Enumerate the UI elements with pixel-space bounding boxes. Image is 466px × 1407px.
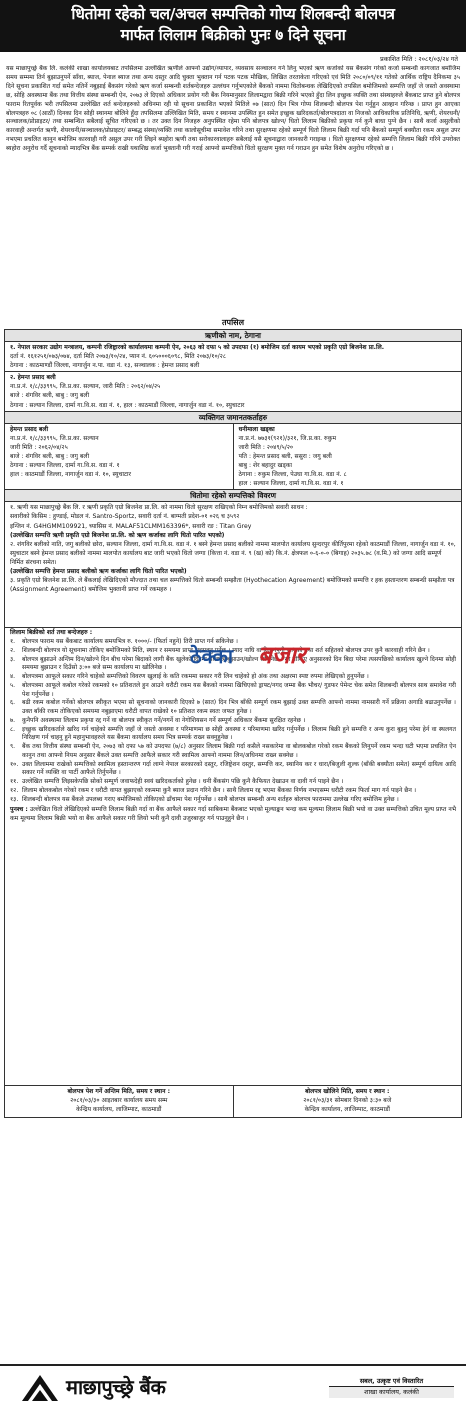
guarantor-right-l5: ठेगाना : रुकुम जिल्ला, पेउघा गा.वि.स. वडा नं. ८ bbox=[238, 471, 347, 479]
watermark bbox=[190, 636, 335, 670]
term-number: ३. bbox=[10, 655, 16, 663]
guarantor-left bbox=[5, 424, 234, 490]
collateral-p2: २. शंगविर बलीको नाति, जगु बलीको छोरा, सल्यान जिल्ला, दार्मा गा.वि.स. वडा नं. १ बस्ने हेमन्त प्रसाद बलीको नाममा मालपोत कार्यालय सुन्दरपुर कीर्तिपुरमा रहेको काठमाडौं जिल्ला, नागार्जुन वडा नं. १०, स्युचाटार बस्ने हेमन्त प्रसाद बलीको नाममा मालपोत कार्यालय बाट जारी भएको धितो जग्गा (कित्ता नं. वडा नं. ९ (ख) को) कि.नं. क्षेत्रफल ०-६-०-० (बिगाह) २०३५.७८ (व.मि.) को जग्गा आदि सम्पूर्ण निर्मित संरचना समेत। bbox=[10, 540, 456, 566]
bank-name: माछापुच्छ्रे बैंक bbox=[66, 1375, 166, 1399]
guarantor-right-l2: जारी मिति : २०४९/५/२० bbox=[238, 443, 294, 451]
collateral-p1-note: (उल्लेखित सम्पत्ति ऋणी प्रकृति एग्रो बिजनेश प्रा.लि. को ऋण कर्जाका लागि धितो पारित भएको) bbox=[10, 531, 225, 539]
term-item bbox=[10, 682, 456, 700]
term-number: १२. bbox=[10, 786, 19, 794]
borrower-item-1-head: १. नेपाल सरकार उद्योग मन्त्रालय, कम्पनी रजिष्ट्रारको कार्यालयमा कम्पनी ऐन, २०६३ को दफा ५ को उपदफा (१) बमोजिम दर्ता कायम भएको प्रकृति एग्रो बिजनेश प्रा.लि. bbox=[10, 344, 385, 351]
notice-header bbox=[0, 0, 466, 52]
term-text: उल्लेखित सम्पत्ति लिइसकेपछि सोको सम्पूर्ण जवाफदेही स्वयं खरिदकर्ताको हुनेछ । धनी बैंकसंग पछि कुनै कैफियत देखाउन वा दावी गर्न पाइने छैन । bbox=[22, 778, 344, 786]
terms-repeat-text: उल्लेखित धितो लेखिदिएको सम्पत्ति लिलाम बिक्री गर्दा वा बैंक आफैले सकार गर्दा साबिकमा बैंकबाट भएको मूल्याङ्कन भन्दा कम मूल्यमा लिलाम बिक्री भयो वा उक्त सम्पत्तिको उचित मूल्य प्राप्त नभै कम मूल्यमा लिलाम बिक्री भयो वा बैंक आफैले सकार गरी लियो भनी कुनै दावी उजुरबाजुर गर्न पाउनुहुने छैन । bbox=[10, 806, 456, 823]
guarantor-left-l1: ना.प्र.नं. १/८/३३९९५, जि.प्र.का. सल्यान bbox=[10, 434, 99, 442]
term-text: बोलपत्रमा आफूले सकार गरिने चाहेको सम्पत्तिको विवरण खुलाई के कति रकममा सकार गरी लिन चाहेको हो अंक तथा अक्षरमा स्पष्ट रुपमा लेखिएको हुनुपर्नेछ । bbox=[22, 673, 369, 681]
term-item bbox=[10, 761, 456, 779]
collateral-p1-line-3: इन्जिन नं. G4HGMM109921, च्यासिस नं. MALAF51CLMM163396*, सवारी रङ : Titan Grey bbox=[10, 522, 252, 530]
collateral-band: धितोमा रहेको सम्पत्तिको विवरण bbox=[5, 489, 461, 502]
term-item bbox=[10, 787, 456, 796]
term-number: ६. bbox=[10, 699, 16, 707]
collateral-details bbox=[5, 502, 461, 627]
guarantor-left-l5: हाल : काठमाडौं जिल्ला, नागार्जुन वडा नं. १०, स्युचाटार bbox=[10, 471, 132, 479]
guarantor-band: व्यक्तिगत जमानतकर्ताहरु bbox=[5, 411, 461, 424]
intro-paragraph: यस माछापुच्छ्रे बैंक लि. कलंकी शाखा कार्यालयबाट तपसिलमा उल्लेखित ऋणीले आफ्नो उद्योग/व्यापार, व्यवसाय सञ्चालन गर्न लिनु भएको ऋण कर्जाको यस बैंकसंग गरेको कर्जा सम्बन्धी कागजात बमोजिम समय सम्ममा तिर्न बुझाउनुपर्ने साँवा, ब्याज, पेनाल ब्याज तथा अन्य दस्तुर आदि चुक्ता भुक्तान गर्न पटक पटक मौखिक, लिखित तरताकेता गरिएको एवं मिति २०८०/०९/११ गतेको आर्थिक राष्ट्रिय दैनिकमा ३५ दिने सूचना प्रकाशित गर्दा समेत नतिर्ने नबुझाई बैंकसंग गरेको ऋण कर्जा सम्बन्धी शर्तबन्देजहरु उल्लंघन गर्नुभएकोले बैंकको नाममा धितोबन्धक लेखिदिएको तपसिल बमोजिमको सम्पत्ति जहाँ जे जस्तो अवस्थामा छ, सोहि अवस्थामा बैंक तथा वित्तीय संस्था सम्बन्धी ऐन, २०७३ ले दिएको अधिकार प्रयोग गरी बैंक नियमानुसार लिलामद्वारा बिक्री गरिने भएको हुँदा लिन इच्छुक व्यक्ति तथा संस्थाहरुले बैंकबाट प्राप्त हुने बोलपत्र फाराम रितपूर्वक भरी तपसिलमा उल्लेखित शर्त बन्देजहरुको अधिनमा रही यो सूचना प्रकाशित भएको मितिले ०७ (सात) दिन भित्र गोप्य शिलबन्दी बोलपत्र पेश गर्नुहुन आव्हान गरिन्छ । प्राप्त हुन आएका बोलपत्रहरु ०८ (आठौं) दिनका दिन सोही स्थानमा बोलिने हुँदा तपसिलमा उल्लिखित मिति, समय र स्थानमा उपस्थित हुन समेत इच्छुक खरिदकर्ता/बोलपत्रदाता वा निजको आधिकारिक प्रतिनिधि, ऋणी, शेयरधनी/सञ्चालक/प्रोप्राइटर/ तथा सम्बन्धित सबैलाई सूचित गरिएको छ । तर उक्त दिन निजहरु अनुपस्थित रहेमा पनि बोलपत्र खोल्न/ धितो लिलाम बिक्रीको प्रकृया गर्न कुनै बाधा पुग्ने छैन । साथै कर्जा असुलीको कारवाही अन्तर्गत ऋणी, शेयरधनी/सञ्चालक/प्रोप्राइटर/ सम्बद्ध संस्था/व्यक्ति तथा कालोसूचीमा समावेश गरिने तथा सुरक्षणमा रहेको सम्पूर्ण धितो लिलाम बिक्री गर्दा पनि बैंकको सम्पूर्ण बक्यौता रकम असुल उपर नभएमा प्रचलित कानुन बमोजिम कारवाही गरी असुल उपर गरी लिइने ब्यहोरा ऋणी तथा सरोकारवालाहरु सबैलाई यसै सूचनाद्वारा जानकारी गराइन्छ । धितो सुरक्षणमा रहेको सम्पत्ति लिलाम बिक्री गरिने उपरोक्त ब्यहोरा अनुरोध गर्दै सूचनाको म्यादभित्र बैंक सम्पर्क राखी यथाशिघ्र कर्जा भुक्तानी गरी गराई आफ्नो सम्पत्तिको धितो सुरक्षण मुक्त गर्न गराउन हुन समेत विशेष अनुरोध गरिएको छ । bbox=[6, 65, 460, 153]
header-line-1: धितोमा रहेको चल/अचल सम्पत्तिको गोप्य शिलबन्दी बोलपत्र bbox=[71, 5, 395, 23]
term-text: इच्छुक खरिदकर्ताले खरिद गर्न चाहेको सम्पत्ति जहाँ जे जस्तो अवस्था र परिमाणमा छ सोही अवस्था र परिमाणमा खरिद गर्नुपर्नेछ । लिलाम बिक्री हुने सम्पत्ति र अन्य कुरा बुझ्नु परेमा हेर्न वा स्थलगत निरिक्षण गर्न चाहनु हुने महानुभावहरुले यस बैंकमा कार्यालय समय भित्र सम्पर्क राख्न सक्नुहुनेछ । bbox=[22, 725, 456, 742]
term-number: ८. bbox=[10, 725, 16, 733]
term-text: कुनैपनि अवस्थामा लिलाम प्रकृया रद्द गर्ने वा बोलपत्र स्वीकृत गर्ने/नगर्ने वा नेगोशियसन गर्ने सम्पूर्ण अधिकार बैंकमा सुरक्षित रहनेछ । bbox=[22, 716, 306, 724]
terms-title: लिलाम बिक्रीको शर्त तथा बन्देजहरु : bbox=[10, 629, 93, 637]
opening-schedule bbox=[234, 1086, 462, 1116]
opening-date: २०८१/०३/३१ सोमबार दिनको ३:३० बजे bbox=[303, 1097, 392, 1105]
guarantor-left-l2: जारी मिति : २०६२/०४/२५ bbox=[10, 443, 68, 451]
publish-date: प्रकाशित मिति : २०८१/०३/२४ गते bbox=[380, 56, 458, 63]
borrower-item-2-line-1: ना.प्र.नं. १/८/३३९९५, जि.प्र.का. सल्यान, जारी मिति : २०६२/०४/२५ bbox=[10, 383, 161, 391]
opening-title: बोलपत्र खोलिने मिति, समय र स्थान : bbox=[305, 1088, 390, 1096]
term-text: शिलबन्दी बोलपत्र यस बैंकले उपलब्ध गराए बमोजिमको तोकिएको ढाँचामा पेश गर्नुपर्नेछ । साथै बोलपत्र सम्बन्धी अन्य शर्तहरु बोलपत्र फाराममा उल्लेख गरिए बमोजिम हुनेछ । bbox=[22, 795, 399, 803]
term-text: बोलपत्र फाराम यस बैंकबाट कार्यालय समयभित्र रु. १०००/- (फिर्ता नहुने) तिरी प्राप्त गर्न सकिनेछ । bbox=[22, 638, 238, 646]
term-item bbox=[10, 726, 456, 744]
guarantor-left-l3: बाजे : शंगविर बली, बाबु : जगु बली bbox=[10, 452, 90, 460]
term-number: १०. bbox=[10, 760, 19, 768]
term-number: ७. bbox=[10, 716, 16, 724]
schedule-row bbox=[4, 1086, 462, 1117]
guarantor-right-l1: ना.प्र.नं. ७७३१(९२१)/३२१, जि.प्र.का. रुकुम bbox=[238, 434, 336, 442]
term-number: ९. bbox=[10, 743, 16, 751]
term-text: शिलबन्दी बोलपत्र यो सूचनामा तोकिए बमोजिमको मिति, स्थान र समयमा प्राप्त भइसक्नु पर्नेछ । म्याद नाघि वा रित नपुगी आएको तथा शर्त सहितको बोलपत्र उपर कुनै कारवाही गरिने छैन । bbox=[22, 646, 430, 654]
guarantor-right bbox=[234, 424, 462, 490]
guarantor-right-name: धनीमाला खड्का bbox=[238, 425, 275, 433]
term-item bbox=[10, 743, 456, 761]
bank-tagline: सबल, उत्कृष्ट एवं विस्तारित bbox=[329, 1376, 454, 1387]
term-item bbox=[10, 717, 456, 726]
collateral-p3: ३. प्रकृति एग्रो बिजनेश प्रा.लि. ले बैंकलाई लेखिदिएको मौज्दात तथा चल सम्पत्तिको धितो सम्बन्धी सम्झौता (Hyothecation Agreement) बमोजिमको सम्पत्ति र हक हस्तान्तरण सम्बन्धी सम्झौता पत्र (Assignment Agreement) बमोजिम भुक्तानी प्राप्त गर्ने रकमहरु । bbox=[10, 577, 455, 594]
submission-place: केन्द्रिय कार्यालय, लाजिम्पाट, काठमाडौं bbox=[76, 1105, 162, 1113]
collateral-p1: १. ऋणी यस माछापुच्छ्रे बैंक लि. र ऋणी प्रकृति एग्रो बिजनेश प्रा.लि. को नाममा धितो सुरक्षण राखिएको निम्न बमोजिमको सवारी साधन : bbox=[10, 504, 308, 512]
term-text: बैंक तथा वित्तीय संस्था सम्बन्धी ऐन, २०७३ को दफा ५७ को उपदफा (७/८) अनुसार लिलाम बिक्री गर्दा कसैले नसकारेमा वा बोलकबोल गरेको रकम बैंकको लिनुपर्ने रकम भन्दा घटी भएमा प्रचलित ऐन कानुन तथा आफ्नो नियम अनुसार बैंकले उक्त सम्पत्ति आफैले सकार गरी स्वामित्व आफ्नो नाममा लिन/अधिनमा राख्न सक्नेछ । bbox=[22, 743, 456, 759]
tapasil-title: तपसिल bbox=[221, 318, 244, 327]
term-text: लिलाम बोलकबोल गरेको रकम र धरौटी वापत बुझाएको रकममा कुनै ब्याज प्रदान गरिने छैन । साथै लिलाम रद्द भएमा बैंकका निर्णय नभएसम्म धरौटी रकम फिर्ता माग गर्न पाइने छैन । bbox=[22, 786, 417, 794]
guarantor-right-l4: बाबु : शेर बहादुर खड्का bbox=[238, 462, 292, 470]
borrower-item-2-line-2: बाजे : शंगविर बली, बाबु : जगु बली bbox=[10, 392, 90, 400]
guarantor-left-name: हेमन्त प्रसाद बली bbox=[10, 425, 49, 433]
term-number: १. bbox=[10, 638, 16, 646]
terms-repeat bbox=[10, 806, 456, 824]
term-number: ४. bbox=[10, 673, 16, 681]
submission-title: बोलपत्र पेश गर्ने अन्तिम मिति, समय र स्थान : bbox=[67, 1088, 171, 1096]
collateral-p2-note: (उल्लेखित सम्पत्ति हेमन्त प्रसाद बलीको ऋण कर्जाका लागि धितो पारित भएको) bbox=[10, 567, 187, 575]
borrower-item-2 bbox=[5, 371, 461, 410]
term-text: बढी रकम कबोल गर्नेको बोलपत्र स्वीकृत भएमा सो सूचनाको जानकारी दिएको ७ (सात) दिन भित्र बाँकी सम्पूर्ण रकम बुझाई उक्त सम्पत्ति आफ्नो नाममा नामसारी गर्ने प्रक्रिया अगाडि बढाउनुपर्नेछ । उक्त बाँकी रकम तोकिएको समयमा नबुझाएमा धरौटी वापत राखेको १० प्रतिशत रकम स्वतः जफत हुनेछ । bbox=[22, 699, 456, 716]
term-number: ११. bbox=[10, 778, 19, 786]
borrower-item-2-line-3: ठेगाना : सल्यान जिल्ला, दार्मा गा.वि.स. वडा नं. १, हाल : काठमाडौं जिल्ला, नागार्जुन वडा नं. १०, स्युचाटार bbox=[10, 401, 245, 409]
terms-repeat-head: पुनश्च : bbox=[10, 806, 28, 814]
guarantor-row bbox=[5, 424, 461, 490]
borrower-item-1-line-2: दर्ता नं. १६१२५१/०७३/०७४, दर्ता मिति २०७३/१०/२४, प्यान नं. ६०५०००६०९८, मिति २०७३/१०/२८ bbox=[10, 353, 227, 361]
term-text: बोलपत्रमा आफूले कबोल गरेको रकमको १० प्रतिशतले हुन आउने धरौटी रकम यस बैंकको नाममा खिचिएको ड्राफ्ट/नगद जम्मा बैंक भौचर/ गुडफर पेमेन्ट चेक समेत शिलबन्दी बोलपत्र साथ समावेश गरी पेश गर्नुपर्नेछ । bbox=[22, 681, 456, 698]
borrower-item-1-line-3: ठेगाना : काठमाण्डौं जिल्ला, नागार्जुन न.पा. वडा नं. १३, सञ्चालक : हेमन्त प्रसाद बली bbox=[10, 362, 200, 370]
watermark-word-2: बजार bbox=[258, 641, 306, 669]
borrower-box bbox=[4, 329, 462, 1086]
borrower-band: ऋणीको नाम, ठेगाना bbox=[5, 330, 461, 342]
submission-schedule bbox=[5, 1086, 234, 1116]
bank-branch-box bbox=[329, 1376, 454, 1398]
bank-branch: शाखा कार्यालय, कलंकी bbox=[329, 1387, 454, 1398]
term-item bbox=[10, 673, 456, 682]
term-item bbox=[10, 796, 456, 805]
term-item bbox=[10, 778, 456, 787]
collateral-p1-line-2: सवारीको किसिम : हुण्डाई, मोडल नं. Santro-Sportz, सवारी दर्ता नं. बाग्मती प्रदेश-०१ ०२६ च ३५९२ bbox=[10, 513, 240, 521]
guarantor-right-l6: हाल : सल्यान जिल्ला, दार्मा गा.वि.स. वडा नं. १ bbox=[238, 480, 344, 488]
guarantor-right-l3: पति : हेमन्त प्रसाद बली, ससुरा : जगु बली bbox=[238, 452, 332, 460]
bank-footer bbox=[0, 1364, 466, 1407]
guarantor-left-l4: ठेगाना : सल्यान जिल्ला, दार्मा गा.वि.स. वडा नं. १ bbox=[10, 462, 120, 470]
opening-place: केन्द्रिय कार्यालय, लाजिम्पाट, काठमाडौं bbox=[304, 1105, 390, 1113]
term-text: बोलपत्र बुझाउने अन्तिम दिन/खोल्ने दिन बीच परेमा बिदाको लागी बैंक खुलेको दिनमा बोलपत्र बुझाउन/खोल्न सकिनेछ । सो तोकिए अनुसारको दिन बिदा परेमा त्यसपछिको कार्यालय खुल्ने दिनमा सोही समयमा बुझाउन र दिउँसो ३:०० बजे सम्म कार्यालय मा खोलिनेछ । bbox=[22, 655, 456, 672]
watermark-word-1: ठेक्का bbox=[190, 644, 234, 668]
borrower-item-2-head: २. हेमन्त प्रसाद बली bbox=[10, 374, 56, 382]
borrower-item-1 bbox=[5, 342, 461, 371]
header-line-2: मार्फत लिलाम बिक्रीको पुनः ७ दिने सूचना bbox=[120, 26, 346, 44]
mountain-logo-icon bbox=[20, 1371, 60, 1403]
terms-section bbox=[5, 627, 461, 1085]
submission-date: २०८१/०३/३० आइतबार कार्यालय समय सम्म bbox=[70, 1097, 168, 1105]
term-number: २. bbox=[10, 646, 16, 654]
term-text: उक्त लिलाममा राखेको सम्पत्तिको स्वामित्व हस्तान्तरण गर्दा लाग्ने नेपाल सरकारको दस्तुर, रजिष्ट्रेशन दस्तुर, सम्पत्ति कर, स्थानिय कर र धारा/बिजुली शुल्क (बाँकी बक्यौता समेत) सम्पूर्ण दायित्व आदि सकार गर्ने व्यक्ति वा पार्टी आफैले तिर्नुपर्नेछ । bbox=[22, 760, 456, 777]
term-number: ५. bbox=[10, 681, 16, 689]
term-number: १३. bbox=[10, 795, 19, 803]
term-item bbox=[10, 699, 456, 717]
